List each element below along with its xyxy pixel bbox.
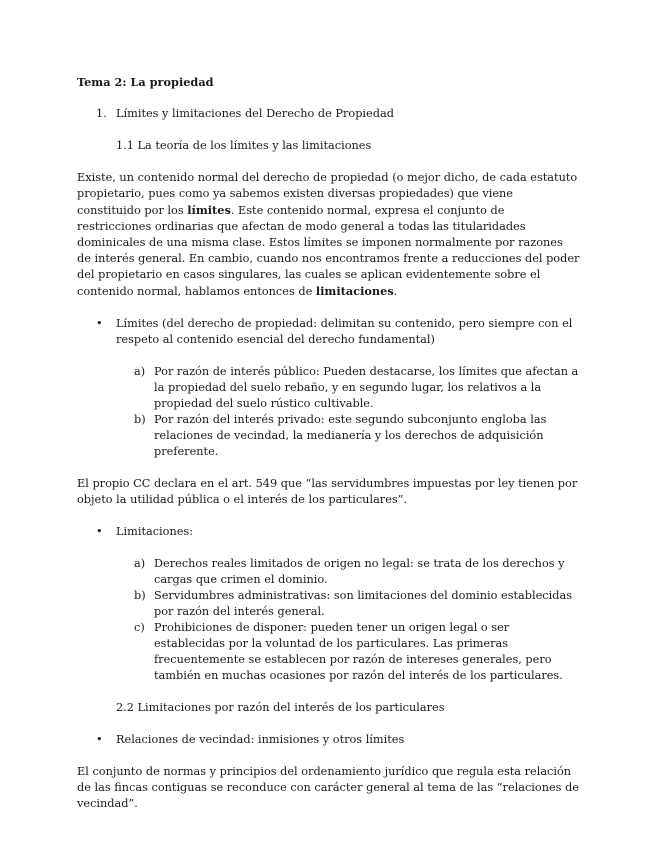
list-item bbox=[77, 588, 580, 620]
bullet-icon: • bbox=[96, 317, 103, 330]
section-heading bbox=[77, 106, 580, 122]
bullet-item-vecindad bbox=[77, 732, 580, 748]
list-item-label: c) bbox=[134, 621, 145, 634]
limites-sublist bbox=[77, 364, 580, 460]
list-item bbox=[77, 412, 580, 460]
bold-term-limites: límites bbox=[187, 203, 231, 217]
bullet-icon: • bbox=[96, 525, 103, 538]
list-item-text: Por razón de interés público: Pueden destacarse, los límites que afectan a la propiedad del suelo rebaño, y en segundo lugar, los relativos a la propiedad del suelo rústico cultivable. bbox=[154, 365, 579, 410]
section-number: 1. bbox=[96, 107, 107, 120]
bullet-text: Límites (del derecho de propiedad: delimitan su contenido, pero siempre con el respeto al contenido esencial del derecho fundamental) bbox=[116, 317, 573, 346]
paragraph-text: Existe, un contenido normal del derecho de propiedad (o mejor dicho, de cada estatuto propietario, pues como ya sabemos existen diversas propiedades) que viene constituido por los bbox=[77, 171, 578, 217]
list-item bbox=[77, 364, 580, 412]
bullet-text: Limitaciones: bbox=[116, 525, 194, 538]
limitaciones-sublist bbox=[77, 556, 580, 684]
list-item-text: Derechos reales limitados de origen no legal: se trata de los derechos y cargas que crimen el dominio. bbox=[154, 557, 565, 586]
paragraph-cc-article: El propio CC declara en el art. 549 que “las servidumbres impuestas por ley tienen por objeto la utilidad pública o el interés de los particulares”. bbox=[77, 477, 578, 506]
paragraph-limits-intro bbox=[77, 170, 580, 300]
document-page bbox=[77, 74, 580, 828]
bullet-item-limitaciones bbox=[77, 524, 580, 540]
paragraph-vecindad: El conjunto de normas y principios del ordenamiento jurídico que regula esta relación de las fincas contiguas se reconduce con carácter general al tema de las “relaciones de vecindad”. bbox=[77, 765, 579, 810]
subsection-heading-1: 1.1 La teoría de los límites y las limitaciones bbox=[116, 139, 372, 152]
bold-term-limitaciones: limitaciones bbox=[315, 284, 394, 298]
list-item-label: b) bbox=[134, 589, 146, 602]
document-title: Tema 2: La propiedad bbox=[77, 75, 214, 89]
list-item-text: Servidumbres administrativas: son limitaciones del dominio establecidas por razón del interés general. bbox=[154, 589, 572, 618]
list-item bbox=[77, 620, 580, 684]
bullet-item-limites bbox=[77, 316, 580, 348]
list-item-label: b) bbox=[134, 413, 146, 426]
bullet-text: Relaciones de vecindad: inmisiones y otros límites bbox=[116, 733, 405, 746]
list-item-label: a) bbox=[134, 557, 146, 570]
subsection-heading-2: 2.2 Limitaciones por razón del interés de los particulares bbox=[116, 701, 445, 714]
section-title: Límites y limitaciones del Derecho de Propiedad bbox=[116, 107, 394, 120]
bullet-icon: • bbox=[96, 733, 103, 746]
list-item bbox=[77, 556, 580, 588]
list-item-label: a) bbox=[134, 365, 146, 378]
paragraph-text: . bbox=[393, 285, 398, 298]
paragraph-text: . Este contenido normal, expresa el conjunto de restricciones ordinarias que afectan de modo general a todas las titularidades dominicales de una misma clase. Estos límites se imponen normalmente por razones de interés general. En cambio, cuando nos encontramos frente a reducciones del poder del propietario en casos singulares, las cuales se aplican evidentemente sobre el contenido normal, hablamos entonces de bbox=[77, 204, 580, 298]
list-item-text: Prohibiciones de disponer: pueden tener un origen legal o ser establecidas por la voluntad de los particulares. Las primeras frecuentemente se establecen por razón de intereses generales, pero también en muchas ocasiones por razón del interés de los particulares. bbox=[154, 621, 563, 682]
list-item-text: Por razón del interés privado: este segundo subconjunto engloba las relaciones de vecindad, la medianería y los derechos de adquisición preferente. bbox=[154, 413, 547, 458]
